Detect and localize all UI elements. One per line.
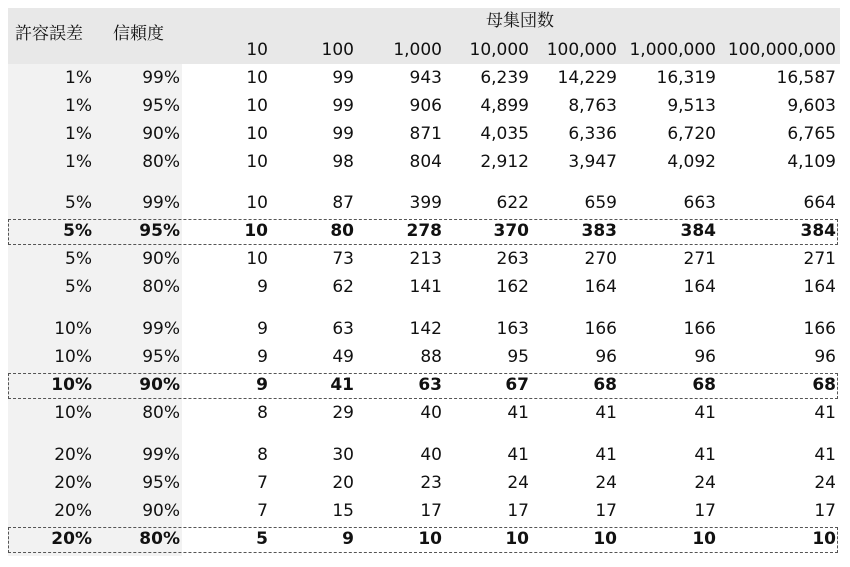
- value-cell: 10: [812, 529, 836, 549]
- value-cell: 96: [694, 347, 716, 367]
- value-cell: 9: [256, 375, 268, 395]
- tolerance-cell: 20%: [54, 445, 92, 465]
- value-cell: 4,899: [480, 96, 529, 116]
- value-cell: 41: [507, 403, 529, 423]
- value-cell: 213: [409, 249, 442, 269]
- value-cell: 16,587: [776, 68, 836, 88]
- value-cell: 8,763: [568, 96, 617, 116]
- tolerance-cell: 20%: [51, 529, 92, 549]
- value-cell: 96: [595, 347, 617, 367]
- value-cell: 68: [593, 375, 617, 395]
- value-cell: 99: [332, 68, 354, 88]
- value-cell: 10: [246, 193, 268, 213]
- value-cell: 141: [409, 277, 442, 297]
- value-cell: 9: [342, 529, 354, 549]
- value-cell: 9,513: [667, 96, 716, 116]
- value-cell: 164: [584, 277, 617, 297]
- value-cell: 10: [244, 221, 268, 241]
- value-cell: 10: [692, 529, 716, 549]
- value-cell: 271: [803, 249, 836, 269]
- confidence-cell: 95%: [139, 221, 180, 241]
- value-cell: 278: [406, 221, 442, 241]
- table-row: [0, 470, 850, 496]
- confidence-cell: 80%: [142, 152, 180, 172]
- value-cell: 40: [420, 445, 442, 465]
- value-cell: 96: [814, 347, 836, 367]
- table-row: [0, 400, 850, 426]
- value-cell: 6,239: [480, 68, 529, 88]
- value-cell: 10: [246, 152, 268, 172]
- population-header: 1,000: [393, 40, 442, 60]
- value-cell: 10: [246, 96, 268, 116]
- value-cell: 62: [332, 277, 354, 297]
- value-cell: 67: [505, 375, 529, 395]
- table-row: [0, 316, 850, 342]
- table-row: [0, 246, 850, 272]
- value-cell: 63: [418, 375, 442, 395]
- table-row: [0, 498, 850, 524]
- table-row: [0, 190, 850, 216]
- value-cell: 10: [246, 249, 268, 269]
- population-header: 100,000,000: [727, 40, 836, 60]
- value-cell: 41: [595, 403, 617, 423]
- population-header: 100,000: [546, 40, 617, 60]
- population-header: 100: [321, 40, 354, 60]
- table-row: [0, 372, 850, 398]
- tolerance-cell: 10%: [54, 347, 92, 367]
- value-cell: 270: [584, 249, 617, 269]
- value-cell: 5: [256, 529, 268, 549]
- value-cell: 906: [409, 96, 442, 116]
- value-cell: 9: [257, 347, 268, 367]
- value-cell: 370: [493, 221, 529, 241]
- table-row: [0, 442, 850, 468]
- value-cell: 41: [814, 403, 836, 423]
- tolerance-cell: 5%: [65, 193, 92, 213]
- value-cell: 263: [496, 249, 529, 269]
- value-cell: 3,947: [568, 152, 617, 172]
- table-row: [0, 149, 850, 175]
- value-cell: 2,912: [480, 152, 529, 172]
- confidence-cell: 80%: [142, 403, 180, 423]
- value-cell: 6,765: [787, 124, 836, 144]
- tolerance-cell: 20%: [54, 473, 92, 493]
- value-cell: 30: [332, 445, 354, 465]
- tolerance-cell: 1%: [65, 124, 92, 144]
- value-cell: 10: [593, 529, 617, 549]
- value-cell: 271: [683, 249, 716, 269]
- value-cell: 10: [246, 68, 268, 88]
- tolerance-cell: 1%: [65, 96, 92, 116]
- population-header: 1,000,000: [629, 40, 716, 60]
- value-cell: 8: [257, 445, 268, 465]
- table-row: [0, 344, 850, 370]
- tolerance-cell: 10%: [54, 403, 92, 423]
- value-cell: 7: [257, 501, 268, 521]
- table-row: [0, 93, 850, 119]
- value-cell: 63: [332, 319, 354, 339]
- value-cell: 164: [803, 277, 836, 297]
- value-cell: 17: [694, 501, 716, 521]
- value-cell: 10: [418, 529, 442, 549]
- value-cell: 399: [409, 193, 442, 213]
- confidence-cell: 99%: [142, 193, 180, 213]
- value-cell: 41: [330, 375, 354, 395]
- confidence-cell: 90%: [142, 501, 180, 521]
- confidence-cell: 95%: [142, 96, 180, 116]
- value-cell: 7: [257, 473, 268, 493]
- confidence-cell: 99%: [142, 445, 180, 465]
- tolerance-cell: 10%: [54, 319, 92, 339]
- header-population: 母集団数: [486, 11, 554, 31]
- header-tolerance: 許容誤差: [15, 24, 83, 44]
- value-cell: 17: [420, 501, 442, 521]
- value-cell: 98: [332, 152, 354, 172]
- confidence-cell: 90%: [139, 375, 180, 395]
- value-cell: 24: [814, 473, 836, 493]
- tolerance-cell: 10%: [51, 375, 92, 395]
- value-cell: 8: [257, 403, 268, 423]
- value-cell: 14,229: [557, 68, 617, 88]
- value-cell: 384: [680, 221, 716, 241]
- value-cell: 10: [246, 124, 268, 144]
- value-cell: 9: [257, 319, 268, 339]
- table-row: [0, 274, 850, 300]
- population-header: 10: [246, 40, 268, 60]
- confidence-cell: 90%: [142, 249, 180, 269]
- tolerance-cell: 1%: [65, 68, 92, 88]
- tolerance-cell: 5%: [65, 277, 92, 297]
- value-cell: 142: [409, 319, 442, 339]
- value-cell: 804: [409, 152, 442, 172]
- value-cell: 166: [584, 319, 617, 339]
- value-cell: 41: [694, 445, 716, 465]
- value-cell: 68: [812, 375, 836, 395]
- value-cell: 659: [584, 193, 617, 213]
- value-cell: 17: [814, 501, 836, 521]
- value-cell: 41: [814, 445, 836, 465]
- value-cell: 4,092: [667, 152, 716, 172]
- value-cell: 17: [595, 501, 617, 521]
- value-cell: 88: [420, 347, 442, 367]
- value-cell: 166: [803, 319, 836, 339]
- value-cell: 99: [332, 96, 354, 116]
- table-row: [0, 526, 850, 552]
- value-cell: 23: [420, 473, 442, 493]
- value-cell: 943: [409, 68, 442, 88]
- tolerance-cell: 5%: [63, 221, 92, 241]
- value-cell: 664: [803, 193, 836, 213]
- confidence-cell: 80%: [139, 529, 180, 549]
- value-cell: 87: [332, 193, 354, 213]
- tolerance-cell: 5%: [65, 249, 92, 269]
- value-cell: 15: [332, 501, 354, 521]
- value-cell: 871: [409, 124, 442, 144]
- confidence-cell: 80%: [142, 277, 180, 297]
- value-cell: 166: [683, 319, 716, 339]
- value-cell: 49: [332, 347, 354, 367]
- tolerance-cell: 1%: [65, 152, 92, 172]
- value-cell: 10: [505, 529, 529, 549]
- value-cell: 9,603: [787, 96, 836, 116]
- value-cell: 99: [332, 124, 354, 144]
- confidence-cell: 95%: [142, 473, 180, 493]
- value-cell: 41: [694, 403, 716, 423]
- value-cell: 41: [595, 445, 617, 465]
- confidence-cell: 99%: [142, 319, 180, 339]
- value-cell: 9: [257, 277, 268, 297]
- confidence-cell: 90%: [142, 124, 180, 144]
- value-cell: 20: [332, 473, 354, 493]
- value-cell: 16,319: [656, 68, 716, 88]
- table-row: [0, 121, 850, 147]
- header-confidence: 信頼度: [113, 24, 164, 44]
- value-cell: 163: [496, 319, 529, 339]
- value-cell: 383: [581, 221, 617, 241]
- value-cell: 17: [507, 501, 529, 521]
- value-cell: 24: [595, 473, 617, 493]
- value-cell: 80: [330, 221, 354, 241]
- value-cell: 40: [420, 403, 442, 423]
- tolerance-cell: 20%: [54, 501, 92, 521]
- value-cell: 73: [332, 249, 354, 269]
- value-cell: 162: [496, 277, 529, 297]
- value-cell: 6,720: [667, 124, 716, 144]
- value-cell: 24: [694, 473, 716, 493]
- confidence-cell: 99%: [142, 68, 180, 88]
- value-cell: 4,035: [480, 124, 529, 144]
- value-cell: 4,109: [787, 152, 836, 172]
- population-header: 10,000: [469, 40, 529, 60]
- confidence-cell: 95%: [142, 347, 180, 367]
- value-cell: 95: [507, 347, 529, 367]
- table-row: [0, 218, 850, 244]
- value-cell: 164: [683, 277, 716, 297]
- value-cell: 24: [507, 473, 529, 493]
- value-cell: 6,336: [568, 124, 617, 144]
- table-row: [0, 65, 850, 91]
- value-cell: 663: [683, 193, 716, 213]
- value-cell: 384: [800, 221, 836, 241]
- value-cell: 29: [332, 403, 354, 423]
- value-cell: 622: [496, 193, 529, 213]
- value-cell: 41: [507, 445, 529, 465]
- value-cell: 68: [692, 375, 716, 395]
